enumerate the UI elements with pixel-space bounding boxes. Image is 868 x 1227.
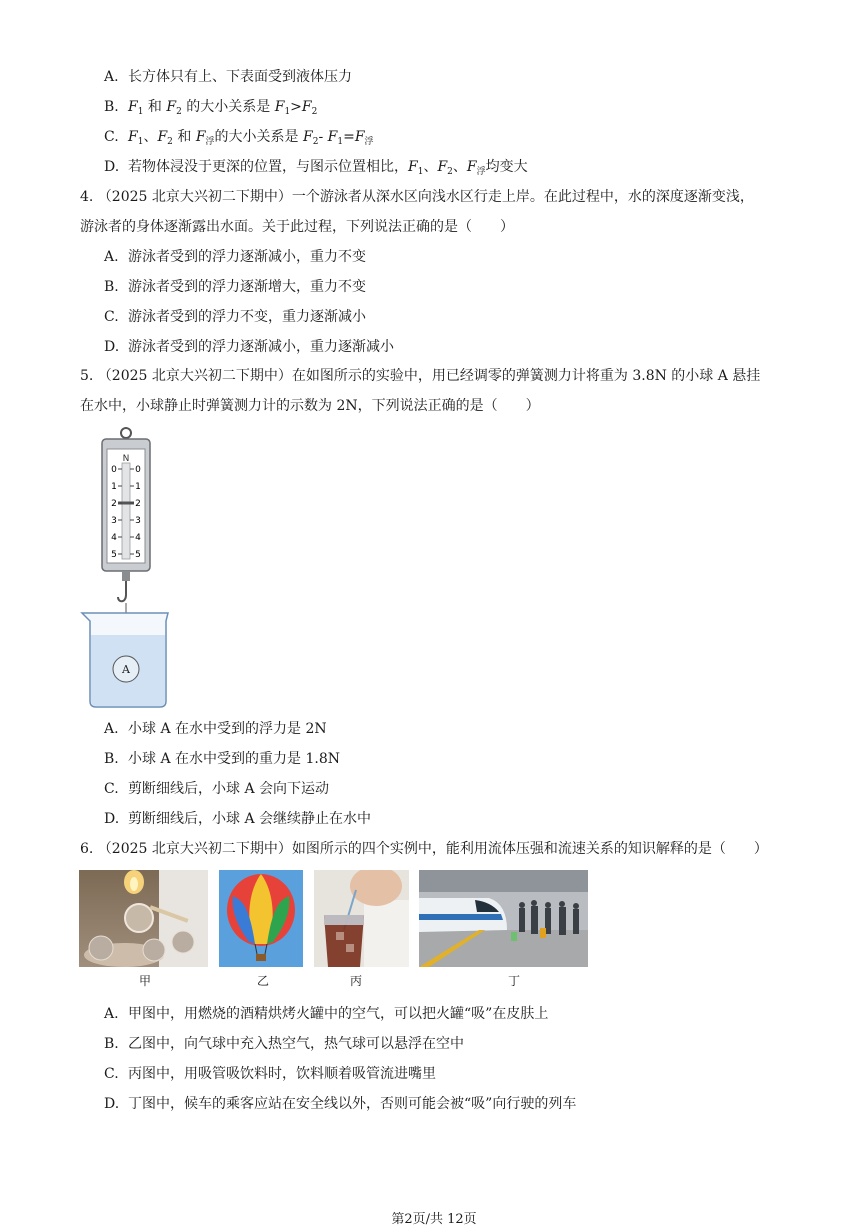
scale-tick-right: 4 xyxy=(135,533,141,543)
page-footer: 第2页/共 12页 xyxy=(391,1212,477,1227)
scale-tick-left: 1 xyxy=(111,482,117,492)
q4-stem-line1: 4. （2025 北京大兴初二下期中）一个游泳者从深水区向浅水区行走上岸。在此过程中，水的深度逐渐变浅， xyxy=(80,189,754,205)
photo-train-platform xyxy=(419,870,588,967)
q6-stem: 6. （2025 北京大兴初二下期中）如图所示的四个实例中，能利用流体压强和流速关系的知识解释的是（ ） xyxy=(80,841,768,857)
q4-option-c: C. 游泳者受到的浮力不变，重力逐渐减小 xyxy=(104,309,366,325)
q5-stem-line1: 5. （2025 北京大兴初二下期中）在如图所示的实验中，用已经调零的弹簧测力计将重为 3.8N 的小球 A 悬挂 xyxy=(80,368,761,384)
scale-tick-left: 0 xyxy=(111,465,117,475)
hanger-ring xyxy=(121,428,131,438)
q3-option-c: C. $F_1$、$F_2$ 和 $F_浮$的大小关系是 $F_2-$ $F_1=F_浮$ xyxy=(104,129,374,147)
q3-option-d: D. 若物体浸没于更深的位置，与图示位置相比，$F_1$、$F_2$、$F_浮$均变大 xyxy=(104,159,528,177)
scale-tick-right: 5 xyxy=(135,550,141,560)
q5-option-b: B. 小球 A 在水中受到的重力是 1.8N xyxy=(104,751,340,767)
photo-fire-cupping xyxy=(79,870,208,967)
scale-hook xyxy=(118,581,126,601)
q5-option-a: A. 小球 A 在水中受到的浮力是 2N xyxy=(104,721,327,737)
scale-tick-right: 2 xyxy=(135,499,141,509)
scale-tick-right: 3 xyxy=(135,516,141,526)
q6-option-d: D. 丁图中，候车的乘客应站在安全线以外，否则可能会被“吸”向行驶的列车 xyxy=(104,1096,577,1112)
q6-option-a: A. 甲图中，用燃烧的酒精烘烤火罐中的空气，可以把火罐“吸”在皮肤上 xyxy=(104,1006,549,1022)
q6-option-c: C. 丙图中，用吸管吸饮料时，饮料顺着吸管流进嘴里 xyxy=(104,1066,436,1082)
caption-jia: 甲 xyxy=(139,974,152,988)
q5-option-d: D. 剪断细线后，小球 A 会继续静止在水中 xyxy=(104,811,372,827)
q3-option-b: B. $F_1$ 和 $F_2$ 的大小关系是 $F_1>F_2$ xyxy=(104,99,318,117)
scale-tick-left: 2 xyxy=(111,499,117,509)
scale-tick-left: 5 xyxy=(111,550,117,560)
scale-tick-left: 4 xyxy=(111,533,117,543)
caption-yi: 乙 xyxy=(257,974,270,988)
caption-bing: 丙 xyxy=(350,974,363,988)
q5-stem-line2: 在水中，小球静止时弹簧测力计的示数为 2N，下列说法正确的是（ ） xyxy=(80,398,540,414)
caption-ding: 丁 xyxy=(508,974,521,988)
scale-hook-rod xyxy=(122,571,130,581)
q5-option-c: C. 剪断细线后，小球 A 会向下运动 xyxy=(104,781,330,797)
glass-cup-icon xyxy=(125,904,153,932)
photo-hot-air-balloon xyxy=(219,870,303,967)
scale-unit: N xyxy=(122,454,130,464)
scale-tick-right: 0 xyxy=(135,465,141,475)
q6-option-b: B. 乙图中，向气球中充入热空气，热气球可以悬浮在空中 xyxy=(104,1036,464,1052)
scale-tick-right: 1 xyxy=(135,482,141,492)
spring-scale-figure xyxy=(78,425,178,710)
q4-option-b: B. 游泳者受到的浮力逐渐增大，重力不变 xyxy=(104,279,366,295)
q4-option-a: A. 游泳者受到的浮力逐渐减小，重力不变 xyxy=(104,249,366,265)
q4-option-d: D. 游泳者受到的浮力逐渐减小，重力逐渐减小 xyxy=(104,339,394,355)
scale-tick-left: 3 xyxy=(111,516,117,526)
ball-label: A xyxy=(122,663,130,676)
q3-option-a: A. 长方体只有上、下表面受到液体压力 xyxy=(104,69,352,85)
scale-slot xyxy=(122,463,130,559)
q4-stem-line2: 游泳者的身体逐渐露出水面。关于此过程，下列说法正确的是（ ） xyxy=(80,219,514,235)
photo-drinking-straw xyxy=(314,870,409,967)
